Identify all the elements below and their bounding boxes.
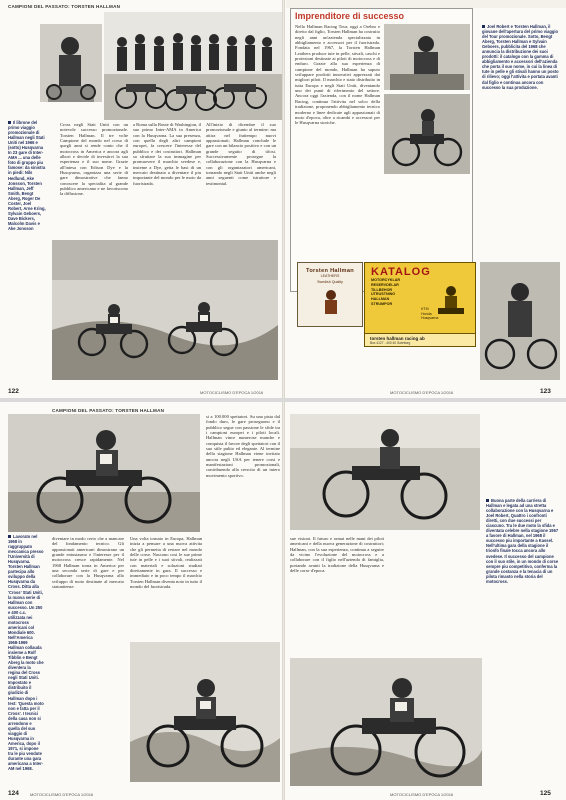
katalog-footer-address: Box 4127 - 400 40 Goteborg xyxy=(370,341,411,345)
magazine-name-right: MOTOCICLISMO D'EPOCA 1/2016 xyxy=(390,792,454,797)
photo-caption-left xyxy=(8,534,44,792)
caption-left-text: Lavorato nel 1968 in raggruppato meccanica presso l'Università di Husqvarna. Torsten Hallman partecipa allo sviluppo della Husqvarna da Cross. Ditta alla 'Cross' Stati Uniti, la nuova serie di Hallman con successo. Un 250 e 400 c.c. utilizzata nei motocross americani col Mondiale 600. Nell'America 1968-1969 Hallman collauda insieme a Rolf Tibblin e Bengt Aberg la moto che diventera la regina del Cross negli Stati Uniti. Impostato e distribuito il giudizio di Hallman dopo i test: 'Questa moto non e fatta per il Cross'. I tecnici della casa non si arrendono e quella del suo viaggio di Husqvarna in America, dopo il 1971, si impone tra le piu vendute durante una gara americana a Inter-AM nel 1968. xyxy=(8,534,44,772)
caption-right-text: Buona parte della carriera di Hallman e legata ad una stretta collaborazione con la Husqvarna e Joel Robert, Quattro i confronti diretti, con due successi per ciascuno. Tra le due moto la sfida e diventata celebre nella stagione 1967 a favore di Hallman, nel 1968 il successo piu importante a Kassel. Nell'ultima gara della stagione il trionfo finale tocca ancora allo svedese. Il successo del campione con il suo stile, in un mondo di corse sempre piu competitivo, conferma la grande costanza e la tenacia di un pilota rimasto nella storia del motocross. xyxy=(486,498,559,584)
hallman-catalog-graphic xyxy=(384,24,470,90)
hallman-race-graphic xyxy=(130,642,280,782)
katalog-footer-title: torsten hallman racing ab xyxy=(370,336,425,341)
photo-caption-right xyxy=(482,24,560,260)
hallman-landing-graphic xyxy=(290,658,482,786)
hallman-portrait-photo xyxy=(40,24,102,102)
hallman-cornering-graphic xyxy=(290,414,480,530)
race-start-photo xyxy=(52,240,278,380)
magazine-spread-top xyxy=(0,0,566,398)
running-head: CAMPIONI DEL PASSATO: TORSTEN HALLMAN xyxy=(52,408,165,413)
running-head: CAMPIONI DEL PASSATO: TORSTEN HALLMAN xyxy=(8,4,121,9)
katalog-advert xyxy=(364,262,476,347)
body-column-1: Cross negli Stati Uniti con un notevole successo promozionale. Torsten Hallman. Il tre volte Campione del mondo nel corso di quegli anni si rende conto che il motocross in America e ancora agli albori e decide di investirvi la sua esperienza e il suo nome. Grazie all'intesa con Edison Dye e la Husqvarna, organizza una serie di gare dimostrative che fanno conoscere la specialita al grande pubblico americano e ne favoriscono la diffusione. xyxy=(60,122,128,197)
body-column-5 xyxy=(390,536,480,654)
page-number-right: 125 xyxy=(540,790,551,797)
body-column-2: a Roma sulla Route di Washington, il suo primo Inter-AMA in America con la Husqvarna. La sua presenza, con quella degli altri campioni europei, fa crescere l'interesse del pubblico e dei costruttori. Hallman sa sfruttare la sua immagine per promuovere il marchio svedese e, insieme a Dye, getta le basi di un mercato destinato a diventare il piu importante del mondo per le moto da fuoristrada. xyxy=(133,122,201,186)
body-column-4: sue visioni. Il futuro e ormai nelle mani dei piloti americani e della nuova generazione di costruttori; Hallman, con la sua esperienza, continua a seguire da vicino l'evoluzione del motocross e a collaborare con il figlio nell'azienda di famiglia, portando avanti la tradizione della Husqvarna e delle corse d'epoca. xyxy=(290,536,384,574)
leathers-rider-icon xyxy=(298,287,364,317)
hallman-jump-graphic xyxy=(8,414,200,532)
katalog-brand: Honda xyxy=(421,311,432,316)
caption-bullet-icon xyxy=(486,499,489,502)
spread-gutter xyxy=(282,0,285,398)
race-start-graphic xyxy=(52,240,278,380)
katalog-advert-footer xyxy=(365,333,475,346)
hallman-bike-graphic xyxy=(384,94,470,174)
page-number-right: 123 xyxy=(540,388,551,395)
katalog-line: TILLBEHOR xyxy=(371,287,393,292)
katalog-line: RESERVDELAR xyxy=(371,282,399,287)
team-group-photo-graphic xyxy=(104,12,282,120)
katalog-line: STRUMPOR xyxy=(371,301,393,306)
hallman-race-photo xyxy=(130,642,280,782)
photo-caption-right xyxy=(486,498,560,760)
caption-right-text: Joel Robert e Torsten Hallman, il giovane dell'apertura del primo viaggio del Tour promozionale. Sotto, Bengt Aberg, Torsten Hallman e Sylvain Geboers, pubblicita del 1968 che annuncia la distribuzione dei suoi prodotti: il catalogo con la gamma di abbigliamento e accessori dell'azienda che porta il suo nome, in cui la linea di tute in pelle e gli stivali hanno un posto di rilievo; oggi l'attivita e portata avanti dal figlio e continua ancora con successo la sua produzione. xyxy=(482,24,559,90)
team-group-photo xyxy=(104,12,282,120)
leathers-advert-note: Swedish Quality xyxy=(317,280,343,284)
leathers-advert-title: Torsten Hallman xyxy=(306,268,354,274)
magazine-spread-bottom xyxy=(0,402,566,800)
hallman-portrait-graphic xyxy=(40,24,102,102)
magazine-name-left: MOTOCICLISMO D'EPOCA 1/2016 xyxy=(200,390,264,395)
body-column-3: All'inizio di dicembre il suo promozionale e giunto al termine: ma attira nel frattempo nuovi appassionati; Hallman conclude le gare con un bilancio positivo e con un grande seguito di tifosi. Successivamente prosegue la collaborazione con la Husqvarna e con gli organizzatori americani, tornando negli Stati Uniti anche negli anni seguenti come istruttore e testimonial. xyxy=(206,122,276,186)
sidebar-title: Imprenditore di successo xyxy=(295,11,405,21)
magazine-name-left: MOTOCICLISMO D'EPOCA 1/2016 xyxy=(30,792,94,797)
caption-bullet-icon xyxy=(482,25,485,28)
body-column-3: Una volta tornato in Europa, Hallman inizia a pensare a una nuova attivita che gli permetta di restare nel mondo delle corse. Nascono cosi le sue prime tute in pelle e i suoi stivali, realizzati con materiali e soluzioni studiati direttamente in gara. Il successo e immediato e in poco tempo il marchio Torsten Hallman diventa noto in tutto il mondo del fuoristrada. xyxy=(130,536,202,590)
magazine-name-right: MOTOCICLISMO D'EPOCA 1/2016 xyxy=(390,390,454,395)
bike-closeup-photo xyxy=(480,262,560,380)
hallman-jump-photo xyxy=(8,414,200,532)
top-margin xyxy=(286,0,566,8)
caption-bullet-icon xyxy=(8,535,11,538)
leathers-advert xyxy=(297,262,363,327)
leathers-advert-subtitle: LEATHERS xyxy=(320,274,340,278)
photo-caption-left xyxy=(8,120,46,390)
sidebar-text-1: Nello Hallman Racing Tour, oggi a Orebro e diretto dal figlio, Torsten Hallman ha costruito negli anni un'azienda specializzata in abbigliamento e accessori per il fuoristrada. Fondata nel 1967, la Torsten Hallman Leathers produce tute in pelle, stivali, caschi e protezioni destinate ai piloti di motocross e di enduro. Grazie alla sua esperienza di campione del mondo, Hallman ha saputo sviluppare prodotti innovativi apprezzati dai migliori piloti. Il marchio e stato distribuito in tutta Europa e negli Stati Uniti, diventando uno dei punti di riferimento del settore. Ancora oggi l'azienda, con il nome Hallman Racing, continua l'attivita nel solco della tradizione, proponendo abbigliamento tecnico moderno e linee dedicate agli appassionati di moto d'epoca, oltre a ricambi e accessori per le Husqvarna storiche. xyxy=(295,24,380,126)
sidebar-text-2 xyxy=(384,180,470,258)
katalog-line: HALLMAN xyxy=(371,297,390,302)
hallman-bike-photo xyxy=(384,94,470,174)
page-number-left: 124 xyxy=(8,790,19,797)
hallman-cornering-photo xyxy=(290,414,480,530)
body-column-1: si a 100.000 spettatori. Su una pista dal fondo duro, le gare proseguono e il pubblico segue con passione le sfide tra i campioni europei e i piloti locali. Hallman vince numerose manche e conquista il favore degli spettatori con il suo stile pulito ed elegante. Al termine della stagione Hallman viene invitato ancora negli USA per tenere corsi e manifestazioni promozionali, contribuendo alla crescita di un intero movimento sportivo. xyxy=(206,414,280,478)
hallman-landing-photo xyxy=(290,658,482,786)
hallman-catalog-photo xyxy=(384,24,470,90)
katalog-line: MOTORCYKLAR xyxy=(371,278,401,282)
katalog-brand: Husqvarna xyxy=(421,316,439,321)
katalog-rider-icon xyxy=(432,283,470,317)
katalog-brand: KTM xyxy=(421,307,429,311)
page-number-left: 122 xyxy=(8,388,19,395)
spread-gutter xyxy=(282,402,285,800)
katalog-advert-title: KATALOG xyxy=(371,266,431,278)
caption-left-text: Il librone del primo viaggio promozionale di Hallman negli Stati Uniti nel 1966 e (sotto) Husqvarna In 23 gare di Inter-AMA ... una delle foto di gruppo piu famose: da sinistra in piedi: Nils Hedlund, Ake Jonsson, Torsten Hallman, Jeff Smith, Bengt Aberg, Roger De Coster, Joel Robert, Arne Kring, Sylvain Geboers, Dave Bickers, Malcolm Davis e Ake Jonsson xyxy=(8,120,46,231)
katalog-line: UTRUSTNING xyxy=(371,292,396,297)
caption-bullet-icon xyxy=(8,121,11,124)
bike-closeup-graphic xyxy=(480,262,560,380)
body-column-2: diventare in modo certo che a mancare del fondamento tecnico. Gli appassionati americani dimostrano un grande entusiasmo e l'interesse per il motocross cresce rapidamente. Nel 1968 Hallman torna in America per una seconda serie di gare e per collaborare con la Husqvarna allo sviluppo di moto destinate al mercato statunitense. xyxy=(52,536,124,590)
